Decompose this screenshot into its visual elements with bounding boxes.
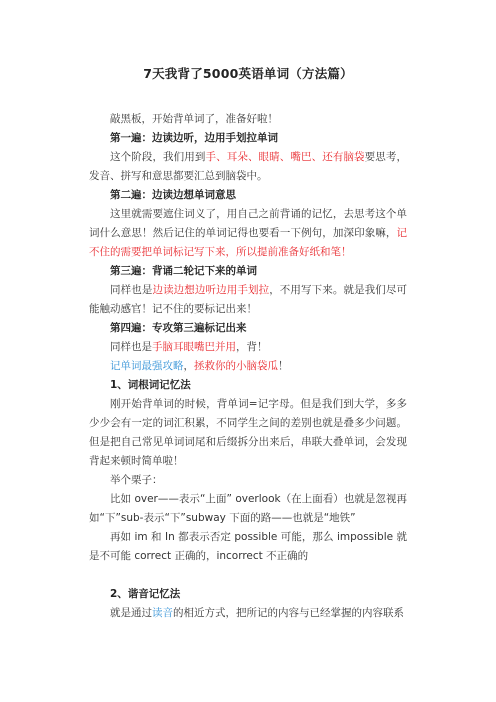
intro-paragraph: 敲黑板，开始背单词了，准备好啦！ <box>110 113 278 125</box>
page-title: 7天我背了5000英语单词（方法篇） <box>143 66 353 81</box>
step4-text-b: ，背！ <box>236 341 268 353</box>
step1-text-b: 要思考，发音、拼写和意思都要汇总到脑袋中。 <box>89 151 408 182</box>
step1-text-a: 这个阶段，我们用到 <box>110 151 206 163</box>
example-im-in: 再如 im 和 In 都表示否定 possible 可能，那么 impossible 就是不可能 correct 正确的，incorrect 不正确的 <box>89 531 407 562</box>
step3-emphasis: 边读边想边听边用手划拉 <box>152 284 270 296</box>
method1-paragraph: 刚开始背单词的时候，背单词=记字母。但是我们到大学，多多少少会有一定的词汇积累，不同学生之间的差别也就是叠多少问题。但是把自己常见单词词尾和后缀拆分出来后，串联大叠单词，会发现背起来顿时简单啦！ <box>89 398 407 467</box>
example-label: 举个栗子： <box>110 474 163 486</box>
guide-link[interactable]: 记单词最强攻略 <box>110 360 184 372</box>
rescue-link[interactable]: 拯救你的小脑袋瓜 <box>194 360 278 372</box>
step3-text-b: ，不用写下来。就是我们尽可能触动感官！记不住的要标记出来！ <box>89 284 408 315</box>
document-body <box>89 110 407 623</box>
step4-text-a: 同样也是 <box>110 341 152 353</box>
pronunciation-link[interactable]: 读音 <box>152 607 173 619</box>
section-spacer <box>89 566 407 585</box>
step3-heading: 第三遍：背诵二轮记下来的单词 <box>110 265 257 277</box>
guide-links-line <box>89 357 407 376</box>
step1-emphasis: 手、耳朵、眼睛、嘴巴、还有脑袋 <box>205 151 365 163</box>
method2-text-b: 的相近方式，把所记的内容与已经掌握的内容联系 <box>173 607 404 619</box>
example-over-sub: 比如 over——表示“上面” overlook（在上面看）也就是忽视再如“下”sub-表示“下”subway 下面的路——也就是“地铁” <box>89 493 407 524</box>
step3-paragraph <box>89 281 407 319</box>
step3-text-a: 同样也是 <box>110 284 153 296</box>
step2-paragraph <box>89 205 407 262</box>
step4-paragraph <box>89 338 407 357</box>
step4-emphasis: 手脑耳眼嘴巴并用 <box>152 341 236 353</box>
method2-heading: 2、谐音记忆法 <box>110 588 181 600</box>
method2-paragraph <box>89 604 407 623</box>
step1-heading: 第一遍：边读边听，边用手划拉单词 <box>110 132 278 144</box>
guide-link-separator: ， <box>183 360 194 372</box>
step4-heading: 第四遍：专攻第三遍标记出来 <box>110 322 247 334</box>
step2-emphasis: 记不住的需要把单词标记写下来，所以提前准备好纸和笔！ <box>89 227 407 258</box>
step2-text-a: 这里就需要遮住词义了，用自己之前背诵的记忆，去思考这个单词什么意思！然后记住的单词记得也要看一下例句，加深印象嘛， <box>89 208 407 239</box>
step2-heading: 第二遍：边读边想单词意思 <box>110 189 236 201</box>
method1-heading: 1、词根词记忆法 <box>110 379 191 391</box>
guide-link-end: ！ <box>278 360 289 372</box>
step1-paragraph <box>89 148 407 186</box>
method2-text-a: 就是通过 <box>110 607 152 619</box>
